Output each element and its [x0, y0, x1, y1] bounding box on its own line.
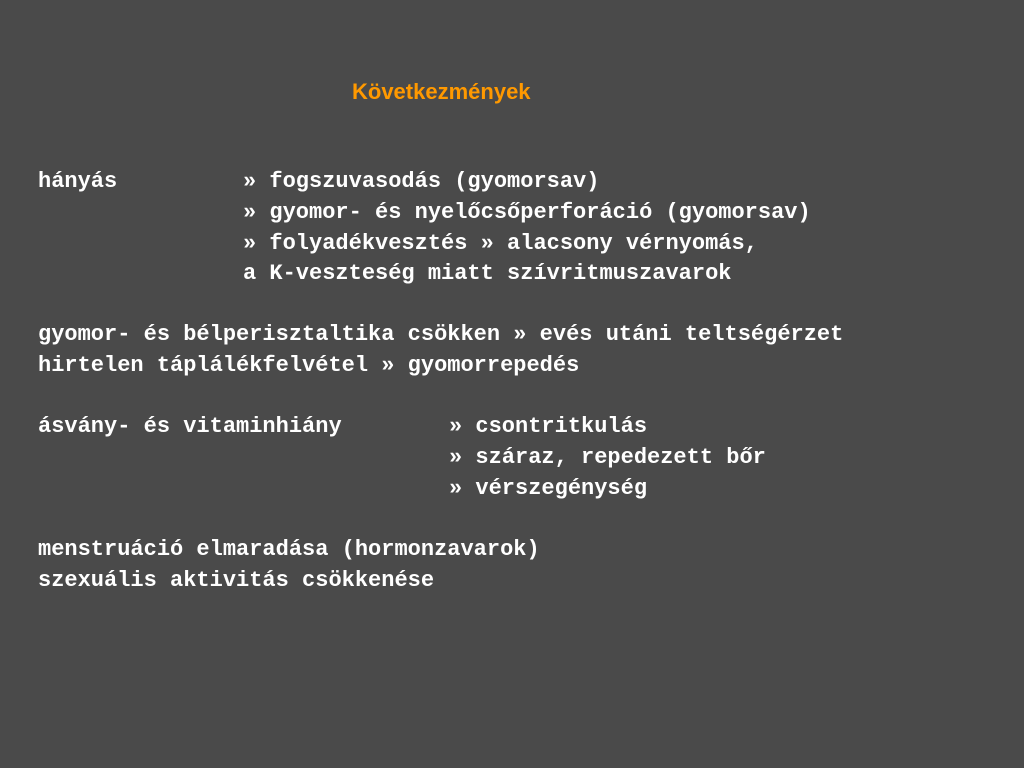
- vomiting-consequence-2: » gyomor- és nyelőcsőperforáció (gyomorsav): [243, 200, 811, 225]
- hormone-line-1: menstruáció elmaradása (hormonzavarok): [38, 537, 540, 562]
- hormone-line-2: szexuális aktivitás csökkenése: [38, 568, 435, 593]
- deficiency-consequence-1: » csontritkulás: [449, 414, 648, 439]
- deficiency-consequence-3: » vérszegénység: [449, 476, 648, 501]
- vomiting-consequence-1: » fogszuvasodás (gyomorsav): [243, 169, 600, 194]
- deficiency-consequence-2: » száraz, repedezett bőr: [449, 445, 766, 470]
- vomiting-consequence-3: » folyadékvesztés » alacsony vérnyomás,: [243, 231, 758, 256]
- vomiting-consequence-4: a K-veszteség miatt szívritmuszavarok: [243, 261, 732, 286]
- slide-title: Következmények: [352, 79, 531, 104]
- deficiency-label: ásvány- és vitaminhiány: [38, 414, 342, 439]
- vomiting-label: hányás: [38, 169, 118, 194]
- peristalsis-line-1: gyomor- és bélperisztaltika csökken » evés utáni teltségérzet: [38, 322, 844, 347]
- peristalsis-line-2: hirtelen táplálékfelvétel » gyomorrepedés: [38, 353, 580, 378]
